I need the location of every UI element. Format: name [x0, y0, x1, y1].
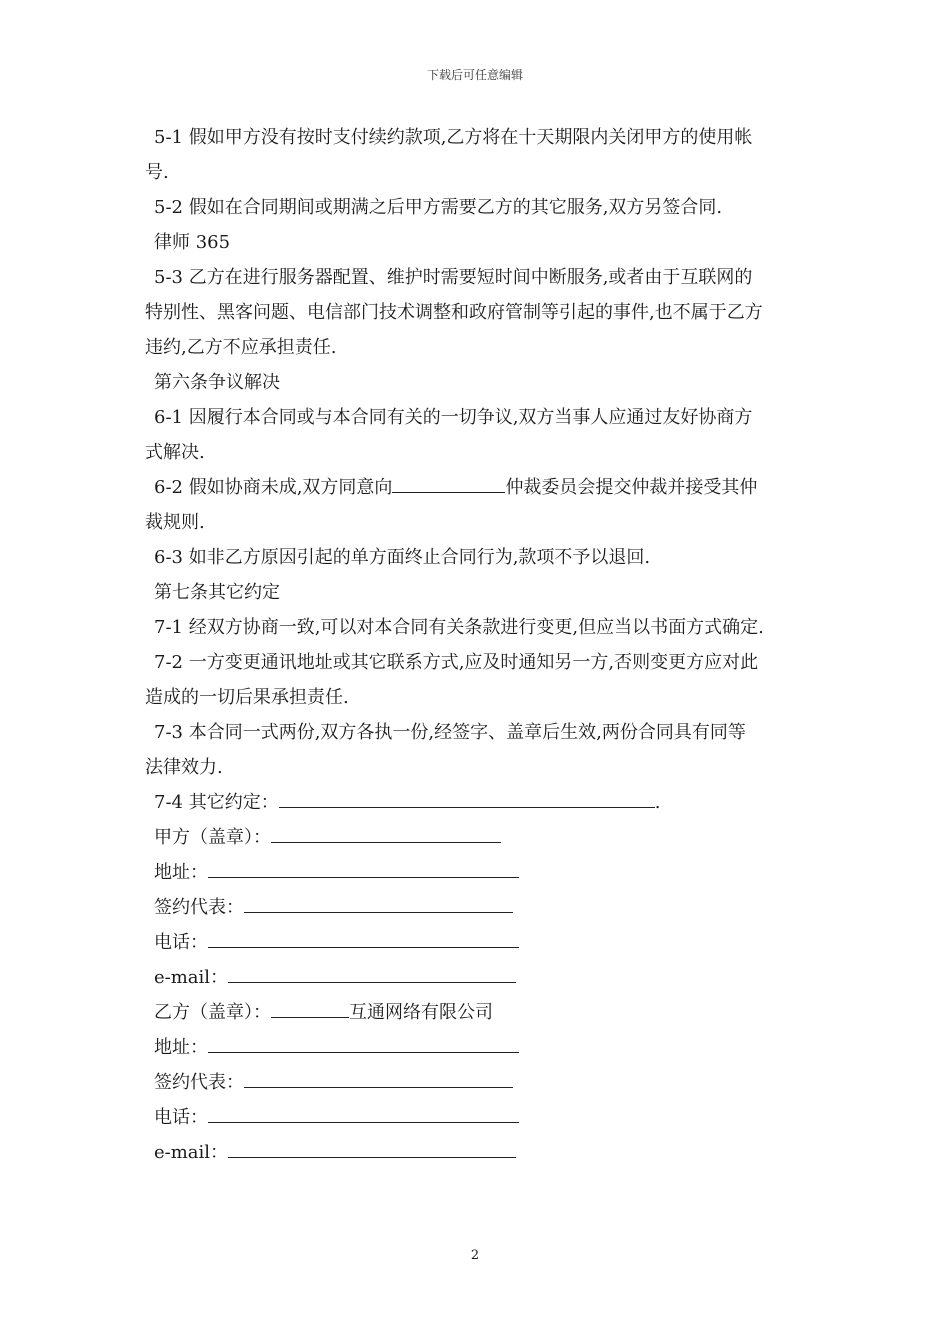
party-b-address-blank[interactable]	[208, 1033, 519, 1053]
clause-5-1-line-1: 5-1 假如甲方没有按时支付续约款项,乙方将在十天期限内关闭甲方的使用帐	[154, 127, 753, 148]
clause-7-3-line-1: 7-3 本合同一式两份,双方各执一份,经签字、盖章后生效,两份合同具有同等	[154, 722, 746, 743]
party-a-phone-label: 电话：	[154, 932, 208, 953]
party-b-company: 互通网络有限公司	[349, 1002, 493, 1023]
party-a-email-label: e-mail：	[154, 967, 229, 988]
clause-6-2-text-post: 仲裁委员会提交仲裁并接受其仲	[505, 477, 758, 498]
page-number: 2	[470, 1248, 480, 1263]
party-b-address-label: 地址：	[154, 1037, 208, 1058]
clause-5-2: 5-2 假如在合同期间或期满之后甲方需要乙方的其它服务,双方另签合同.	[154, 197, 723, 218]
article-6-heading: 第六条争议解决	[154, 372, 280, 393]
party-b-address-row	[145, 1030, 825, 1065]
clause-6-2-line-1	[145, 470, 825, 505]
party-a-seal-label: 甲方（盖章）：	[154, 827, 271, 848]
page-header: 下载后可任意编辑	[426, 68, 523, 82]
party-b-email-label: e-mail：	[154, 1142, 229, 1163]
party-a-address-row	[145, 855, 825, 890]
article-7-heading: 第七条其它约定	[154, 582, 280, 603]
document-body	[145, 120, 825, 1170]
party-b-email-blank[interactable]	[228, 1138, 516, 1158]
party-b-seal-row	[145, 995, 825, 1030]
clause-7-4-label: 7-4 其它约定：	[154, 792, 279, 813]
party-b-email-row	[145, 1135, 825, 1170]
clause-7-2-line-2: 造成的一切后果承担责任.	[145, 687, 349, 708]
party-b-rep-row	[145, 1065, 825, 1100]
clause-6-2-text-pre: 6-2 假如协商未成,双方同意向	[154, 477, 393, 498]
party-a-email-row	[145, 960, 825, 995]
lawyer-note: 律师 365	[154, 232, 231, 253]
party-a-seal-blank[interactable]	[271, 823, 501, 843]
party-a-address-blank[interactable]	[208, 858, 519, 878]
clause-5-3-line-3: 违约,乙方不应承担责任.	[145, 337, 337, 358]
clause-7-2-line-1: 7-2 一方变更通讯地址或其它联系方式,应及时通知另一方,否则变更方应对此	[154, 652, 759, 673]
party-b-phone-row	[145, 1100, 825, 1135]
party-b-seal-label: 乙方（盖章）：	[154, 1002, 271, 1023]
party-a-email-blank[interactable]	[228, 963, 516, 983]
party-b-seal-blank[interactable]	[271, 998, 349, 1018]
clause-5-1-line-2: 号.	[145, 162, 169, 183]
arbitration-commission-blank[interactable]	[392, 471, 505, 493]
clause-7-4	[145, 785, 825, 820]
party-a-rep-label: 签约代表：	[154, 897, 244, 918]
clause-6-1-line-1: 6-1 因履行本合同或与本合同有关的一切争议,双方当事人应通过友好协商方	[154, 407, 753, 428]
clause-6-3: 6-3 如非乙方原因引起的单方面终止合同行为,款项不予以退回.	[154, 547, 651, 568]
clause-7-1: 7-1 经双方协商一致,可以对本合同有关条款进行变更,但应当以书面方式确定.	[154, 617, 764, 638]
party-a-rep-row	[145, 890, 825, 925]
party-a-rep-blank[interactable]	[244, 893, 513, 913]
clause-7-4-end: .	[654, 792, 661, 813]
clause-5-3-line-1: 5-3 乙方在进行服务器配置、维护时需要短时间中断服务,或者由于互联网的	[154, 267, 753, 288]
clause-6-2-line-2: 裁规则.	[145, 512, 205, 533]
other-terms-blank[interactable]	[279, 788, 655, 808]
party-b-phone-label: 电话：	[154, 1107, 208, 1128]
party-a-address-label: 地址：	[154, 862, 208, 883]
party-b-rep-label: 签约代表：	[154, 1072, 244, 1093]
party-a-phone-row	[145, 925, 825, 960]
clause-6-1-line-2: 式解决.	[145, 442, 205, 463]
party-b-phone-blank[interactable]	[208, 1103, 519, 1123]
party-b-rep-blank[interactable]	[244, 1068, 513, 1088]
party-a-seal-row	[145, 820, 825, 855]
party-a-phone-blank[interactable]	[208, 928, 519, 948]
clause-7-3-line-2: 法律效力.	[145, 757, 223, 778]
clause-5-3-line-2: 特别性、黑客问题、电信部门技术调整和政府管制等引起的事件,也不属于乙方	[145, 302, 763, 323]
